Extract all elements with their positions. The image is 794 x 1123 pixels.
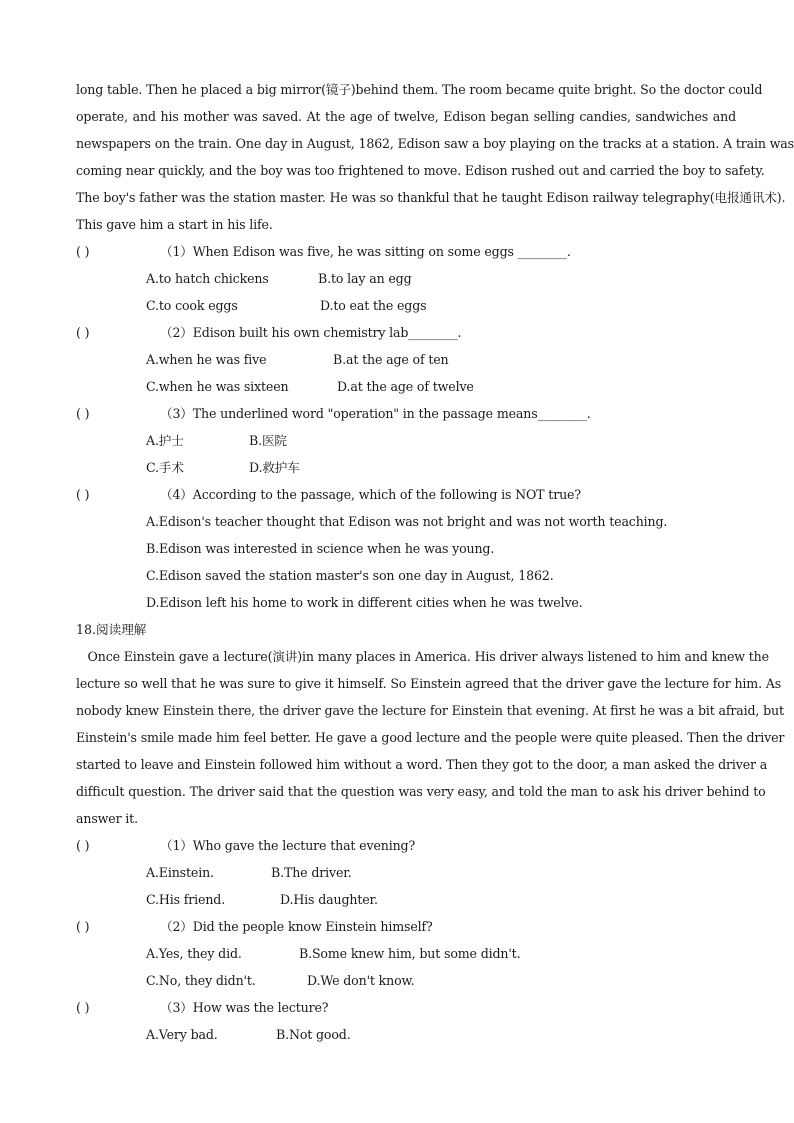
passage-line: This gave him a start in his life. <box>76 217 273 232</box>
option-d: D.to eat the eggs <box>320 298 427 313</box>
question-stem: （1）Who gave the lecture that evening? <box>160 838 416 853</box>
option-a: A.Yes, they did. <box>146 946 242 961</box>
option-d: D.救护车 <box>249 460 300 475</box>
question-4 <box>76 481 736 508</box>
option-c: C.His friend. <box>146 892 226 907</box>
answer-blank[interactable]: ( ) <box>76 325 90 340</box>
question-3 <box>76 994 736 1021</box>
question-3 <box>76 400 736 427</box>
option-c: C.手术 <box>146 460 184 475</box>
passage-line: nobody knew Einstein there, the driver gave the lecture for Einstein that evening. At first he was a bit afraid, but <box>76 703 784 718</box>
answer-blank[interactable]: ( ) <box>76 406 90 421</box>
passage-line: answer it. <box>76 811 138 826</box>
option-d: D.Edison left his home to work in different cities when he was twelve. <box>146 595 583 610</box>
option-c: C.Edison saved the station master's son one day in August, 1862. <box>146 568 554 583</box>
question-stem: （3）How was the lecture? <box>160 1000 329 1015</box>
passage-line: started to leave and Einstein followed him without a word. Then they got to the door, a man asked the driver a <box>76 757 768 772</box>
question-1 <box>76 238 736 265</box>
option-b: B.at the age of ten <box>333 352 449 367</box>
question-stem: （3）The underlined word "operation" in the passage means________. <box>160 406 591 421</box>
option-d: D.His daughter. <box>280 892 378 907</box>
question-stem: （2）Did the people know Einstein himself? <box>160 919 433 934</box>
answer-blank[interactable]: ( ) <box>76 838 90 853</box>
option-a: A.Einstein. <box>146 865 214 880</box>
question-stem: （2）Edison built his own chemistry lab________. <box>160 325 462 340</box>
question-stem: （1）When Edison was five, he was sitting on some eggs ________. <box>160 244 571 259</box>
passage-line: newspapers on the train. One day in August, 1862, Edison saw a boy playing on the tracks at a station. A train was <box>76 136 794 151</box>
passage-line: lecture so well that he was sure to give it himself. So Einstein agreed that the driver gave the lecture for him. As <box>76 676 782 691</box>
option-c: C.when he was sixteen <box>146 379 289 394</box>
question-2 <box>76 913 736 940</box>
option-b: B.Edison was interested in science when he was young. <box>146 541 495 556</box>
option-a: A.Very bad. <box>146 1027 218 1042</box>
passage-line: long table. Then he placed a big mirror(镜子)behind them. The room became quite bright. So the doctor could <box>76 82 763 97</box>
section-heading: 18.阅读理解 <box>76 622 147 637</box>
passage-line: Once Einstein gave a lecture(演讲)in many places in America. His driver always listened to him and knew the <box>76 649 769 664</box>
option-d: D.We don't know. <box>307 973 415 988</box>
answer-blank[interactable]: ( ) <box>76 919 90 934</box>
option-b: B.医院 <box>249 433 287 448</box>
passage-line: difficult question. The driver said that the question was very easy, and told the man to ask his driver behind to <box>76 784 766 799</box>
passage-line: The boy's father was the station master. He was so thankful that he taught Edison railway telegraphy(电报通讯术). <box>76 190 786 205</box>
answer-blank[interactable]: ( ) <box>76 487 90 502</box>
option-b: B.Some knew him, but some didn't. <box>299 946 521 961</box>
option-d: D.at the age of twelve <box>337 379 474 394</box>
option-a: A.when he was five <box>146 352 267 367</box>
passage-line: Einstein's smile made him feel better. He gave a good lecture and the people were quite pleased. Then the driver <box>76 730 785 745</box>
passage-line: operate, and his mother was saved. At the age of twelve, Edison began selling candies, sandwiches and <box>76 109 736 124</box>
question-stem: （4）According to the passage, which of the following is NOT true? <box>160 487 581 502</box>
option-b: B.to lay an egg <box>318 271 412 286</box>
question-2 <box>76 319 736 346</box>
option-a: A.to hatch chickens <box>146 271 269 286</box>
option-c: C.No, they didn't. <box>146 973 256 988</box>
question-1 <box>76 832 736 859</box>
answer-blank[interactable]: ( ) <box>76 244 90 259</box>
answer-blank[interactable]: ( ) <box>76 1000 90 1015</box>
passage-line: coming near quickly, and the boy was too frightened to move. Edison rushed out and carried the boy to safety. <box>76 163 765 178</box>
option-a: A.Edison's teacher thought that Edison was not bright and was not worth teaching. <box>146 514 668 529</box>
option-a: A.护士 <box>146 433 184 448</box>
option-b: B.Not good. <box>276 1027 351 1042</box>
option-c: C.to cook eggs <box>146 298 238 313</box>
option-b: B.The driver. <box>271 865 352 880</box>
